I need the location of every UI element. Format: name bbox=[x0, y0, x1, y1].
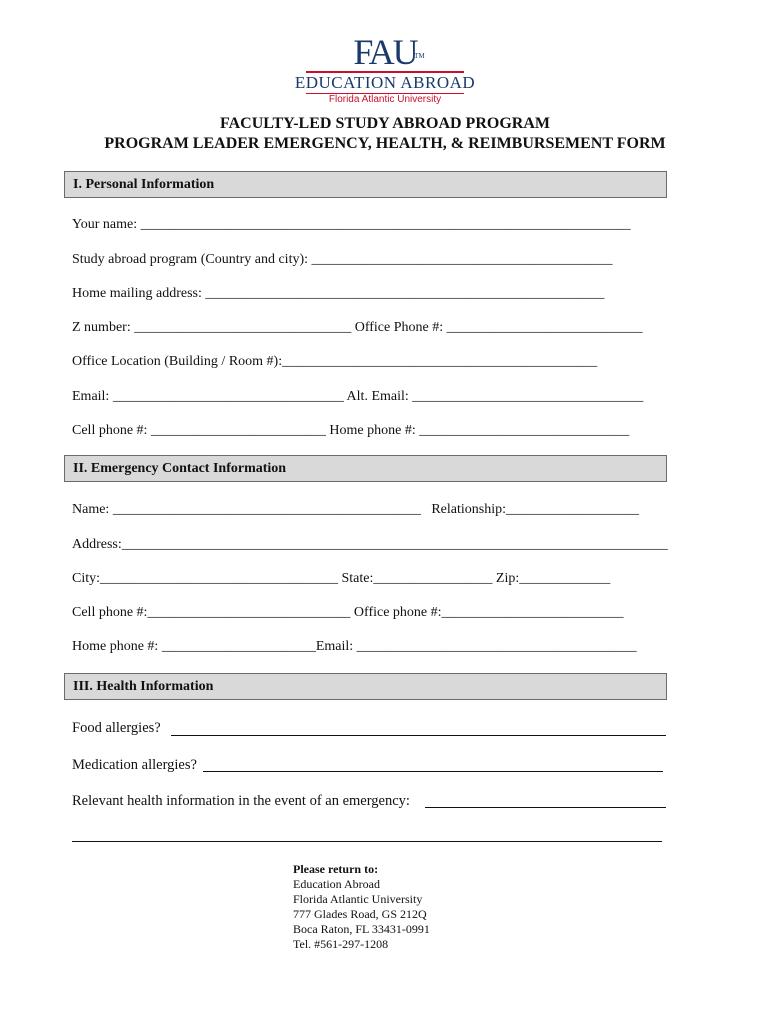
return-line-4: Boca Raton, FL 33431-0991 bbox=[293, 922, 430, 936]
phone-fields[interactable]: Cell phone #: _________________________ Home phone #: ______________________________ bbox=[72, 423, 630, 438]
office-location-field[interactable]: Office Location (Building / Room #):_____________________________________________ bbox=[72, 354, 598, 369]
fau-logo bbox=[0, 34, 770, 106]
form-title bbox=[0, 114, 770, 154]
emergency-home-email-field[interactable]: Home phone #: ______________________Email: ________________________________________ bbox=[72, 639, 637, 654]
logo-mark-text: FAU bbox=[353, 32, 417, 72]
medication-allergies-input[interactable] bbox=[203, 771, 663, 772]
emergency-name-field[interactable]: Name: ____________________________________________ Relationship:___________________ bbox=[72, 502, 639, 517]
return-line-5: Tel. #561-297-1208 bbox=[293, 937, 389, 951]
form-title-line2: PROGRAM LEADER EMERGENCY, HEALTH, & REIMBURSEMENT FORM bbox=[104, 135, 666, 152]
logo-title: EDUCATION ABROAD bbox=[294, 73, 476, 92]
relevant-health-label: Relevant health information in the event of an emergency: bbox=[72, 793, 410, 809]
relevant-health-input[interactable] bbox=[425, 807, 666, 808]
return-heading: Please return to: bbox=[293, 862, 379, 876]
food-allergies-label: Food allergies? bbox=[72, 720, 161, 736]
emergency-address-field[interactable]: Address:______________________________________________________________________________ bbox=[72, 537, 668, 552]
emergency-phones-field[interactable]: Cell phone #:_____________________________ Office phone #:__________________________ bbox=[72, 605, 624, 620]
section-health-information: III. Health Information bbox=[64, 673, 667, 700]
your-name-field[interactable]: Your name: ______________________________________________________________________ bbox=[72, 217, 631, 232]
medication-allergies-label: Medication allergies? bbox=[72, 757, 197, 773]
logo-mark bbox=[353, 32, 425, 72]
return-line-2: Florida Atlantic University bbox=[293, 892, 423, 906]
home-address-field[interactable]: Home mailing address: _________________________________________________________ bbox=[72, 286, 605, 301]
relevant-health-input-extra[interactable] bbox=[72, 841, 662, 842]
return-line-3: 777 Glades Road, GS 212Q bbox=[293, 907, 427, 921]
food-allergies-input[interactable] bbox=[171, 735, 666, 736]
email-field[interactable]: Email: _________________________________ Alt. Email: _________________________________ bbox=[72, 389, 644, 404]
logo-subtitle: Florida Atlantic University bbox=[328, 94, 442, 105]
trademark: TM bbox=[414, 52, 425, 60]
emergency-city-state-zip-field[interactable]: City:__________________________________ State:_________________ Zip:_____________ bbox=[72, 571, 611, 586]
return-address bbox=[293, 862, 430, 952]
form-title-line1: FACULTY-LED STUDY ABROAD PROGRAM bbox=[220, 115, 550, 132]
z-number-office-phone-field[interactable]: Z number: _______________________________ Office Phone #: ____________________________ bbox=[72, 320, 643, 335]
section-personal-information: I. Personal Information bbox=[64, 171, 667, 198]
study-program-field[interactable]: Study abroad program (Country and city): ___________________________________________ bbox=[72, 252, 613, 267]
section-emergency-contact: II. Emergency Contact Information bbox=[64, 455, 667, 482]
return-line-1: Education Abroad bbox=[293, 877, 380, 891]
